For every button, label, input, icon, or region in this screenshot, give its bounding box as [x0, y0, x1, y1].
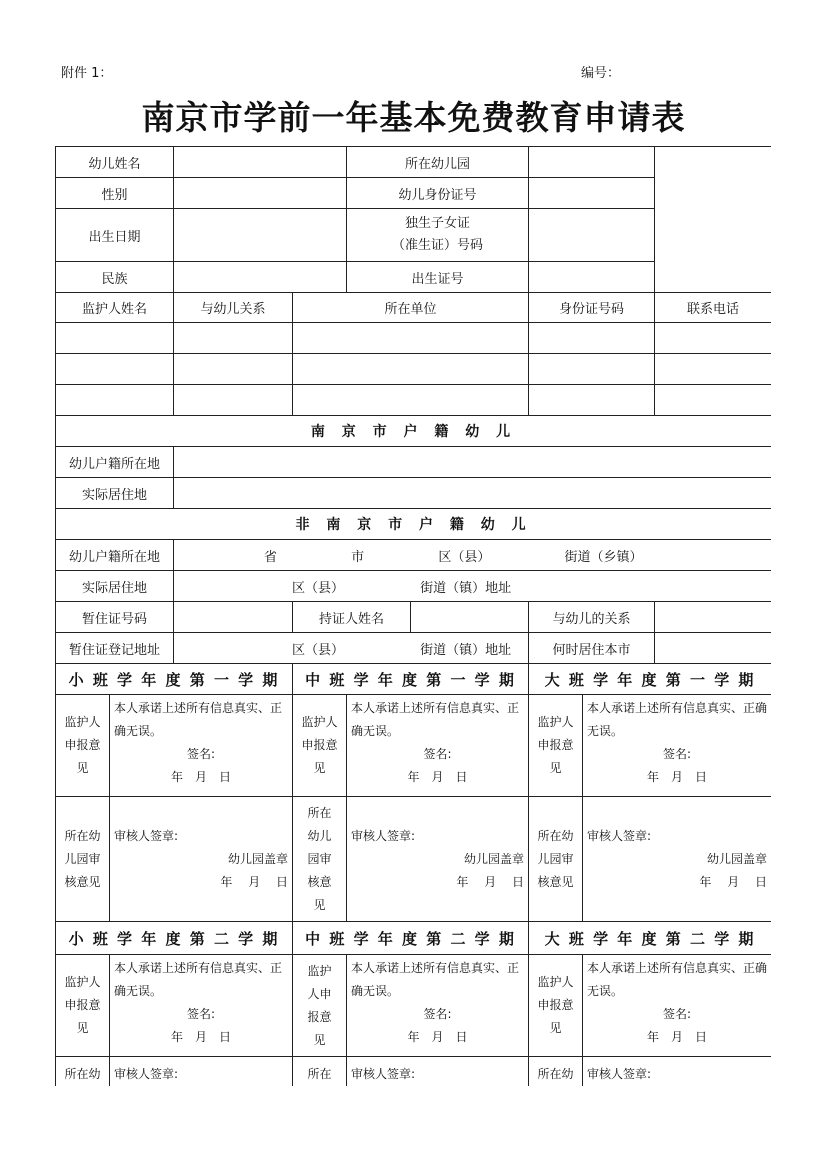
guardian-employer-header: 所在单位: [293, 293, 529, 323]
guardian-phone-cell[interactable]: [655, 354, 771, 385]
guardian-name-header: 监护人姓名: [56, 293, 174, 323]
guardian-row: [56, 323, 772, 354]
guardian-opinion-label: 监护人 申报意 见: [529, 695, 583, 797]
only-child-label: [347, 209, 529, 262]
gender-label: 性别: [56, 178, 174, 209]
date-label: 年 月 日: [171, 770, 232, 784]
review-opinion-label: 所在幼: [56, 1057, 110, 1087]
guardian-employer-cell[interactable]: [293, 354, 529, 385]
date-label: 年 月 日: [647, 1030, 708, 1044]
date-label: 年 月 日: [171, 1030, 232, 1044]
kindergarten-label: 所在幼儿园: [347, 147, 529, 178]
guardian-opinion-small-second[interactable]: [110, 955, 293, 1057]
guardian-relation-header: 与幼儿关系: [174, 293, 293, 323]
birth-cert-field[interactable]: [529, 262, 655, 293]
term-large-first: 大 班 学 年 度 第 一 学 期: [529, 664, 771, 695]
guardian-name-cell[interactable]: [56, 323, 174, 354]
guardian-phone-cell[interactable]: [655, 323, 771, 354]
nonlocal-hukou-field[interactable]: [174, 540, 771, 571]
guardian-row: [56, 385, 772, 416]
term-large-second: 大 班 学 年 度 第 二 学 期: [529, 922, 771, 955]
signature-label: 签名:: [663, 747, 692, 761]
only-child-label-line2: （准生证）号码: [392, 238, 484, 253]
review-date-label: 年 月 日: [699, 875, 768, 889]
reviewer-label: 审核人签章:: [114, 829, 179, 843]
only-child-field[interactable]: [529, 209, 655, 262]
district-suffix: 区（县）: [292, 642, 345, 658]
district-suffix: 区（县）: [292, 580, 345, 596]
review-opinion-label: 所在幼 儿园审 核意见: [529, 797, 583, 922]
guardian-opinion-label: 监护人 申报意 见: [56, 695, 110, 797]
residence-since-label: 何时居住本市: [529, 633, 655, 664]
child-name-label: 幼儿姓名: [56, 147, 174, 178]
review-opinion-label: 所在幼: [529, 1057, 583, 1087]
pledge-text: 本人承诺上述所有信息真实、正确无误。: [114, 701, 283, 738]
guardian-opinion-large-first[interactable]: [583, 695, 771, 797]
stamp-label: 幼儿园盖章: [707, 852, 768, 866]
guardian-id-cell[interactable]: [529, 385, 655, 416]
review-opinion-middle-first[interactable]: [347, 797, 529, 922]
review-date-label: 年 月 日: [220, 875, 289, 889]
guardian-row: [56, 354, 772, 385]
term-middle-first: 中 班 学 年 度 第 一 学 期: [293, 664, 529, 695]
signature-label: 签名:: [186, 1007, 216, 1021]
guardian-opinion-label: 监护 人申 报意 见: [293, 955, 347, 1057]
kindergarten-field[interactable]: [529, 147, 655, 178]
term-small-second: 小 班 学 年 度 第 二 学 期: [56, 922, 293, 955]
permit-number-label: 暂住证号码: [56, 602, 174, 633]
guardian-opinion-large-second[interactable]: [583, 955, 771, 1057]
street-suffix: 街道（乡镇）: [564, 549, 643, 565]
reviewer-label: 审核人签章:: [587, 829, 652, 843]
review-opinion-small-first[interactable]: [110, 797, 293, 922]
guardian-employer-cell[interactable]: [293, 385, 529, 416]
guardian-id-cell[interactable]: [529, 354, 655, 385]
term-small-first: 小 班 学 年 度 第 一 学 期: [56, 664, 293, 695]
reviewer-label: 审核人签章:: [587, 1067, 652, 1081]
signature-label: 签名:: [423, 747, 452, 761]
stamp-label: 幼儿园盖章: [228, 852, 289, 866]
guardian-id-cell[interactable]: [529, 323, 655, 354]
local-hukou-label: 幼儿户籍所在地: [56, 447, 174, 478]
nonlocal-section-title: 非 南 京 市 户 籍 幼 儿: [56, 509, 772, 540]
guardian-opinion-middle-second[interactable]: [347, 955, 529, 1057]
guardian-employer-cell[interactable]: [293, 323, 529, 354]
signature-label: 签名:: [423, 1007, 452, 1021]
pledge-text: 本人承诺上述所有信息真实、正确无误。: [351, 961, 520, 998]
guardian-name-cell[interactable]: [56, 354, 174, 385]
photo-box: [655, 147, 771, 293]
review-opinion-label: 所在幼 儿园审 核意见: [56, 797, 110, 922]
holder-relation-field[interactable]: [655, 602, 771, 633]
district-suffix: 区（县）: [438, 549, 491, 565]
permit-number-field[interactable]: [174, 602, 293, 633]
guardian-opinion-label: 监护人 申报意 见: [56, 955, 110, 1057]
form-table: [55, 146, 771, 1086]
birth-date-field[interactable]: [174, 209, 347, 262]
guardian-opinion-small-first[interactable]: [110, 695, 293, 797]
guardian-relation-cell[interactable]: [174, 385, 293, 416]
guardian-opinion-middle-first[interactable]: [347, 695, 529, 797]
review-opinion-label: 所在: [293, 1057, 347, 1087]
holder-name-field[interactable]: [411, 602, 529, 633]
local-hukou-field[interactable]: [174, 447, 771, 478]
residence-since-field[interactable]: [655, 633, 771, 664]
child-name-field[interactable]: [174, 147, 347, 178]
gender-field[interactable]: [174, 178, 347, 209]
street-address-suffix: 街道（镇）地址: [420, 642, 512, 658]
guardian-name-cell[interactable]: [56, 385, 174, 416]
ethnicity-label: 民族: [56, 262, 174, 293]
reviewer-label: 审核人签章:: [114, 1067, 179, 1081]
attachment-label: 附件 1：: [61, 66, 113, 81]
review-opinion-label: 所在 幼儿 园审 核意 见: [293, 797, 347, 922]
birth-cert-label: 出生证号: [347, 262, 529, 293]
local-residence-label: 实际居住地: [56, 478, 174, 509]
local-residence-field[interactable]: [174, 478, 771, 509]
review-opinion-large-first[interactable]: [583, 797, 771, 922]
guardian-relation-cell[interactable]: [174, 354, 293, 385]
date-label: 年 月 日: [407, 770, 468, 784]
ethnicity-field[interactable]: [174, 262, 347, 293]
nonlocal-residence-label: 实际居住地: [56, 571, 174, 602]
page-title: 南京市学前一年基本免费教育申请表: [141, 98, 686, 137]
application-form: [55, 146, 771, 1086]
holder-name-label: 持证人姓名: [293, 602, 411, 633]
date-label: 年 月 日: [407, 1030, 468, 1044]
guardian-phone-cell[interactable]: [655, 385, 771, 416]
review-date-label: 年 月 日: [456, 875, 525, 889]
review-opinion-large-second[interactable]: [583, 1057, 771, 1087]
pledge-text: 本人承诺上述所有信息真实、正确无误。: [351, 701, 520, 738]
pledge-text: 本人承诺上述所有信息真实、正确无误。: [587, 701, 768, 738]
holder-relation-label: 与幼儿的关系: [529, 602, 655, 633]
child-id-field[interactable]: [529, 178, 655, 209]
signature-label: 签名:: [663, 1007, 692, 1021]
signature-label: 签名:: [186, 747, 216, 761]
term-middle-second: 中 班 学 年 度 第 二 学 期: [293, 922, 529, 955]
pledge-text: 本人承诺上述所有信息真实、正确无误。: [114, 961, 283, 998]
nonlocal-residence-field[interactable]: [174, 571, 771, 602]
guardian-opinion-label: 监护人 申报意 见: [529, 955, 583, 1057]
number-label: 编号：: [581, 66, 621, 81]
permit-address-label: 暂住证登记地址: [56, 633, 174, 664]
permit-address-field[interactable]: [174, 633, 529, 664]
guardian-id-header: 身份证号码: [529, 293, 655, 323]
city-suffix: 市: [351, 549, 365, 565]
stamp-label: 幼儿园盖章: [464, 852, 525, 866]
review-opinion-middle-second[interactable]: [347, 1057, 529, 1087]
reviewer-label: 审核人签章:: [351, 829, 416, 843]
only-child-label-line1: 独生子女证: [405, 216, 471, 231]
guardian-relation-cell[interactable]: [174, 323, 293, 354]
street-address-suffix: 街道（镇）地址: [420, 580, 512, 596]
reviewer-label: 审核人签章:: [351, 1067, 416, 1081]
guardian-opinion-label: 监护人 申报意 见: [293, 695, 347, 797]
review-opinion-small-second[interactable]: [110, 1057, 293, 1087]
child-id-label: 幼儿身份证号: [347, 178, 529, 209]
birth-date-label: 出生日期: [56, 209, 174, 262]
nonlocal-hukou-label: 幼儿户籍所在地: [56, 540, 174, 571]
guardian-phone-header: 联系电话: [655, 293, 771, 323]
pledge-text: 本人承诺上述所有信息真实、正确无误。: [587, 961, 768, 998]
local-section-title: 南 京 市 户 籍 幼 儿: [56, 416, 772, 447]
province-suffix: 省: [264, 549, 278, 565]
date-label: 年 月 日: [647, 770, 708, 784]
